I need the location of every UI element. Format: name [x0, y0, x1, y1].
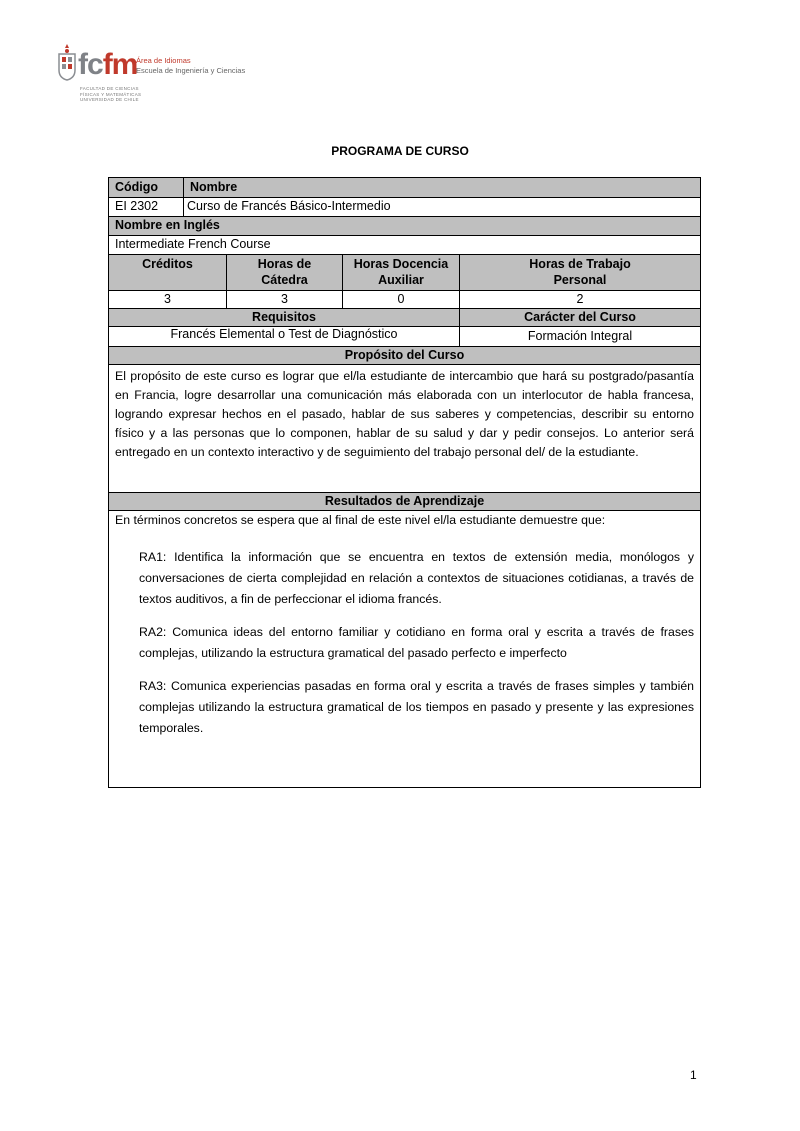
- caracter-header: Carácter del Curso: [459, 308, 700, 326]
- caracter-value: Formación Integral: [459, 326, 700, 346]
- proposito-header: Propósito del Curso: [109, 346, 700, 364]
- nombre-value: Curso de Francés Básico-Intermedio: [183, 197, 700, 216]
- requisitos-value: Francés Elemental o Test de Diagnóstico: [109, 326, 459, 346]
- page-title: PROGRAMA DE CURSO: [331, 144, 469, 158]
- resultados-intro: En términos concretos se espera que al final de este nivel el/la estudiante demuestre que:: [115, 513, 606, 527]
- horas-catedra-header: Horas de Cátedra: [226, 254, 342, 290]
- codigo-header: Código: [109, 178, 183, 197]
- requisitos-header: Requisitos: [109, 308, 459, 326]
- codigo-value: EI 2302: [109, 197, 183, 216]
- faculty-name: FACULTAD DE CIENCIAS FÍSICAS Y MATEMÁTICAS UNIVERSIDAD DE CHILE: [80, 86, 142, 102]
- learning-outcome-ra1: RA1: Identifica la información que se encuentra en textos de extensión media, monólogos y conversaciones de cierta complejidad en relación a contextos de situaciones cotidianas, a través de textos auditivos, a fin de perfeccionar el idioma francés.: [139, 550, 694, 606]
- course-program-table: [108, 177, 701, 788]
- resultados-header: Resultados de Aprendizaje: [109, 492, 700, 510]
- learning-outcome-ra3: RA3: Comunica experiencias pasadas en forma oral y escrita a través de frases simples y también complejas utilizando la estructura gramatical de los tiempos en pasado y presente y las expresiones temporales.: [139, 679, 694, 735]
- fcfm-logo: [56, 42, 246, 106]
- creditos-header: Créditos: [109, 254, 226, 290]
- learning-outcome-ra2: RA2: Comunica ideas del entorno familiar y cotidiano en forma oral y escrita a través de frases complejas, utilizando la estructura gramatical del pasado perfecto e imperfecto: [139, 625, 694, 660]
- nombre-ingles-header: Nombre en Inglés: [109, 216, 700, 235]
- university-seal-icon: [56, 42, 78, 82]
- proposito-text: El propósito de este curso es lograr que el/la estudiante de intercambio que hará su postgrado/pasantía en Francia, logre desarrollar una comunicación más elaborada con un interlocutor de habla francesa, logrando expresar hechos en el pasado, hablar de sus saberes y competencias, describir su entorno físico y a las personas que lo componen, hablar de su salud y dar y pedir consejos. Lo anterior será entregado en un contexto interactivo y de seguimiento del trabajo personal del/ de la estudiante.: [109, 364, 700, 492]
- horas-catedra-value: 3: [226, 290, 342, 308]
- page-number: 1: [690, 1068, 697, 1082]
- fcfm-wordmark: fcfm: [78, 48, 138, 81]
- horas-trabajo-value: 2: [459, 290, 700, 308]
- resultados-content: [109, 510, 700, 787]
- horas-trabajo-header: Horas de Trabajo Personal: [459, 254, 700, 290]
- nombre-ingles-value: Intermediate French Course: [109, 235, 700, 254]
- horas-docencia-header: Horas Docencia Auxiliar: [342, 254, 459, 290]
- horas-docencia-value: 0: [342, 290, 459, 308]
- creditos-value: 3: [109, 290, 226, 308]
- nombre-header: Nombre: [183, 178, 700, 197]
- department-name: Área de Idiomas Escuela de Ingeniería y Ciencias: [136, 56, 246, 75]
